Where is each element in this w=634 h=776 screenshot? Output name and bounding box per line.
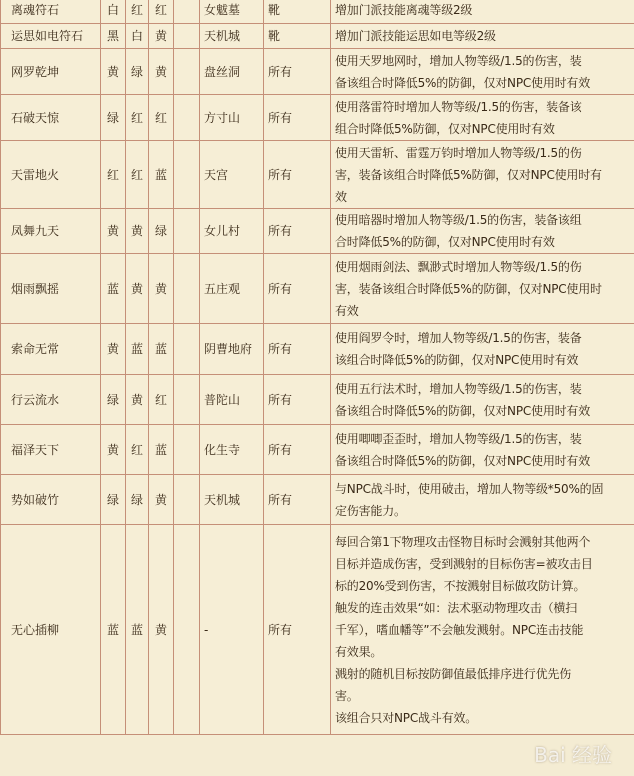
hole-color-cell: 蓝 [101, 254, 126, 324]
empty-cell [174, 324, 200, 375]
combo-name-cell: 离魂符石 [1, 0, 101, 24]
hole-color-cell: 黄 [101, 49, 126, 95]
hole-color-cell: 白 [101, 0, 126, 24]
hole-color-cell: 黄 [101, 209, 126, 254]
effect-cell [331, 0, 634, 24]
effect-line: 有效果。 [335, 644, 383, 659]
combo-name-cell: 石破天惊 [1, 95, 101, 141]
table-row [1, 0, 634, 24]
effect-line: 标的20%受到伤害，不按溅射目标做攻防计算。 [335, 578, 586, 593]
equipment-cell: 所有 [264, 525, 331, 735]
empty-cell [174, 0, 200, 24]
hole-color-cell: 黄 [149, 24, 174, 49]
region-cell: 普陀山 [200, 375, 264, 425]
equipment-cell: 所有 [264, 95, 331, 141]
empty-cell [174, 24, 200, 49]
effect-line: 效 [335, 189, 347, 204]
region-cell: 女魃墓 [200, 0, 264, 24]
empty-cell [174, 425, 200, 475]
effect-cell [331, 475, 634, 525]
equipment-cell: 所有 [264, 141, 331, 209]
equipment-cell: 所有 [264, 475, 331, 525]
combo-name-cell: 行云流水 [1, 375, 101, 425]
region-cell: 天机城 [200, 24, 264, 49]
hole-color-cell: 红 [149, 375, 174, 425]
hole-color-cell: 红 [149, 0, 174, 24]
hole-color-cell: 黄 [126, 375, 149, 425]
hole-color-cell: 黄 [101, 324, 126, 375]
hole-color-cell: 黄 [126, 209, 149, 254]
effect-line: 备该组合时降低5%的防御，仅对NPC使用时有效 [335, 453, 591, 468]
hole-color-cell: 蓝 [149, 141, 174, 209]
effect-cell [331, 141, 634, 209]
hole-color-cell: 红 [126, 0, 149, 24]
hole-color-cell: 绿 [101, 95, 126, 141]
hole-color-cell: 黄 [149, 525, 174, 735]
empty-cell [174, 141, 200, 209]
table-row [1, 475, 634, 525]
combo-name-cell: 烟雨飘摇 [1, 254, 101, 324]
hole-color-cell: 绿 [149, 209, 174, 254]
table-row [1, 254, 634, 324]
effect-line: 使用烟雨剑法、飘渺式时增加人物等级/1.5的伤 [335, 259, 582, 274]
hole-color-cell: 红 [101, 141, 126, 209]
hole-color-cell: 黄 [101, 425, 126, 475]
table-row [1, 375, 634, 425]
effect-line: 备该组合时降低5%的防御，仅对NPC使用时有效 [335, 403, 591, 418]
empty-cell [174, 475, 200, 525]
equipment-cell: 所有 [264, 49, 331, 95]
combo-name-cell: 福泽天下 [1, 425, 101, 475]
empty-cell [174, 49, 200, 95]
combo-name-cell: 网罗乾坤 [1, 49, 101, 95]
empty-cell [174, 209, 200, 254]
hole-color-cell: 红 [149, 95, 174, 141]
effect-line: 目标并造成伤害，受到溅射的目标伤害=被攻击目 [335, 556, 593, 571]
table-row [1, 425, 634, 475]
effect-line: 使用天罗地网时，增加人物等级/1.5的伤害，装 [335, 53, 582, 68]
equipment-cell: 所有 [264, 425, 331, 475]
table-row [1, 95, 634, 141]
effect-line: 与NPC战斗时，使用破击，增加人物等级*50%的固 [335, 481, 604, 496]
effect-line: 组合时降低5%防御，仅对NPC使用时有效 [335, 121, 555, 136]
equipment-cell: 所有 [264, 254, 331, 324]
effect-line: 触发的连击效果“如：法术驱动物理攻击（横扫 [335, 600, 578, 615]
hole-color-cell: 绿 [126, 475, 149, 525]
combo-name-cell: 索命无常 [1, 324, 101, 375]
effect-cell [331, 254, 634, 324]
effect-line: 增加门派技能运思如电等级2级 [335, 29, 496, 43]
effect-line: 合时降低5%的防御，仅对NPC使用时有效 [335, 235, 555, 249]
hole-color-cell: 蓝 [149, 425, 174, 475]
effect-line: 害。 [335, 688, 359, 703]
effect-cell [331, 209, 634, 254]
effect-line: 使用唧唧歪歪时，增加人物等级/1.5的伤害，装 [335, 431, 582, 446]
hole-color-cell: 绿 [101, 375, 126, 425]
table-row [1, 209, 634, 254]
combo-name-cell: 运思如电符石 [1, 24, 101, 49]
effect-cell [331, 375, 634, 425]
combo-name-cell: 天雷地火 [1, 141, 101, 209]
hole-color-cell: 红 [126, 95, 149, 141]
empty-cell [174, 375, 200, 425]
effect-line: 该组合时降低5%的防御，仅对NPC使用时有效 [335, 353, 579, 367]
region-cell: 天宫 [200, 141, 264, 209]
region-cell: - [200, 525, 264, 735]
effect-cell [331, 24, 634, 49]
empty-cell [174, 95, 200, 141]
equipment-cell: 靴 [264, 0, 331, 24]
effect-line: 害，装备该组合时降低5%防御，仅对NPC使用时有 [335, 167, 602, 182]
region-cell: 女儿村 [200, 209, 264, 254]
hole-color-cell: 黄 [149, 475, 174, 525]
watermark-logo: Bai 经验 [534, 743, 612, 767]
effect-line: 每回合第1下物理攻击怪物目标时会溅射其他两个 [335, 534, 591, 549]
hole-color-cell: 红 [126, 141, 149, 209]
table-row [1, 24, 634, 49]
effect-line: 该组合只对NPC战斗有效。 [335, 710, 477, 725]
hole-color-cell: 红 [126, 425, 149, 475]
effect-line: 害，装备该组合时降低5%的防御，仅对NPC使用时 [335, 281, 602, 296]
effect-line: 备该组合时降低5%的防御，仅对NPC使用时有效 [335, 75, 591, 90]
effect-line: 有效 [335, 303, 359, 318]
effect-line: 使用天雷斩、雷霆万钧时增加人物等级/1.5的伤 [335, 145, 582, 160]
hole-color-cell: 蓝 [126, 324, 149, 375]
hole-color-cell: 蓝 [101, 525, 126, 735]
region-cell: 化生寺 [200, 425, 264, 475]
effect-cell [331, 425, 634, 475]
combo-name-cell: 凤舞九天 [1, 209, 101, 254]
equipment-cell: 所有 [264, 375, 331, 425]
effect-line: 溅射的随机目标按防御值最低排序进行优先伤 [335, 666, 572, 681]
hole-color-cell: 绿 [126, 49, 149, 95]
effect-line: 使用阎罗令时，增加人物等级/1.5的伤害，装备 [335, 331, 582, 345]
equipment-cell: 靴 [264, 24, 331, 49]
region-cell: 盘丝洞 [200, 49, 264, 95]
effect-line: 使用五行法术时，增加人物等级/1.5的伤害，装 [335, 381, 582, 396]
equipment-cell: 所有 [264, 324, 331, 375]
region-cell: 五庄观 [200, 254, 264, 324]
hole-color-cell: 黄 [126, 254, 149, 324]
combo-name-cell: 无心插柳 [1, 525, 101, 735]
region-cell: 阴曹地府 [200, 324, 264, 375]
effect-line: 定伤害能力。 [335, 503, 406, 518]
empty-cell [174, 254, 200, 324]
hole-color-cell: 黑 [101, 24, 126, 49]
hole-color-cell: 蓝 [149, 324, 174, 375]
table-row [1, 141, 634, 209]
table-row [1, 324, 634, 375]
region-cell: 方寸山 [200, 95, 264, 141]
hole-color-cell: 黄 [149, 254, 174, 324]
region-cell: 天机城 [200, 475, 264, 525]
effect-cell [331, 324, 634, 375]
effect-cell [331, 49, 634, 95]
hole-color-cell: 黄 [149, 49, 174, 95]
hole-color-cell: 绿 [101, 475, 126, 525]
table-row [1, 525, 634, 735]
combo-name-cell: 势如破竹 [1, 475, 101, 525]
table-row [1, 49, 634, 95]
equipment-cell: 所有 [264, 209, 331, 254]
effect-line: 使用暗器时增加人物等级/1.5的伤害，装备该组 [335, 213, 582, 227]
empty-cell [174, 525, 200, 735]
effect-line: 使用落雷符时增加人物等级/1.5的伤害，装备该 [335, 99, 582, 114]
hole-color-cell: 白 [126, 24, 149, 49]
effect-cell [331, 95, 634, 141]
effect-line: 增加门派技能离魂等级2级 [335, 3, 473, 17]
hole-color-cell: 蓝 [126, 525, 149, 735]
effect-cell [331, 525, 634, 735]
effect-line: 千军），嗜血幡等”不会触发溅射。NPC连击技能 [335, 622, 584, 637]
